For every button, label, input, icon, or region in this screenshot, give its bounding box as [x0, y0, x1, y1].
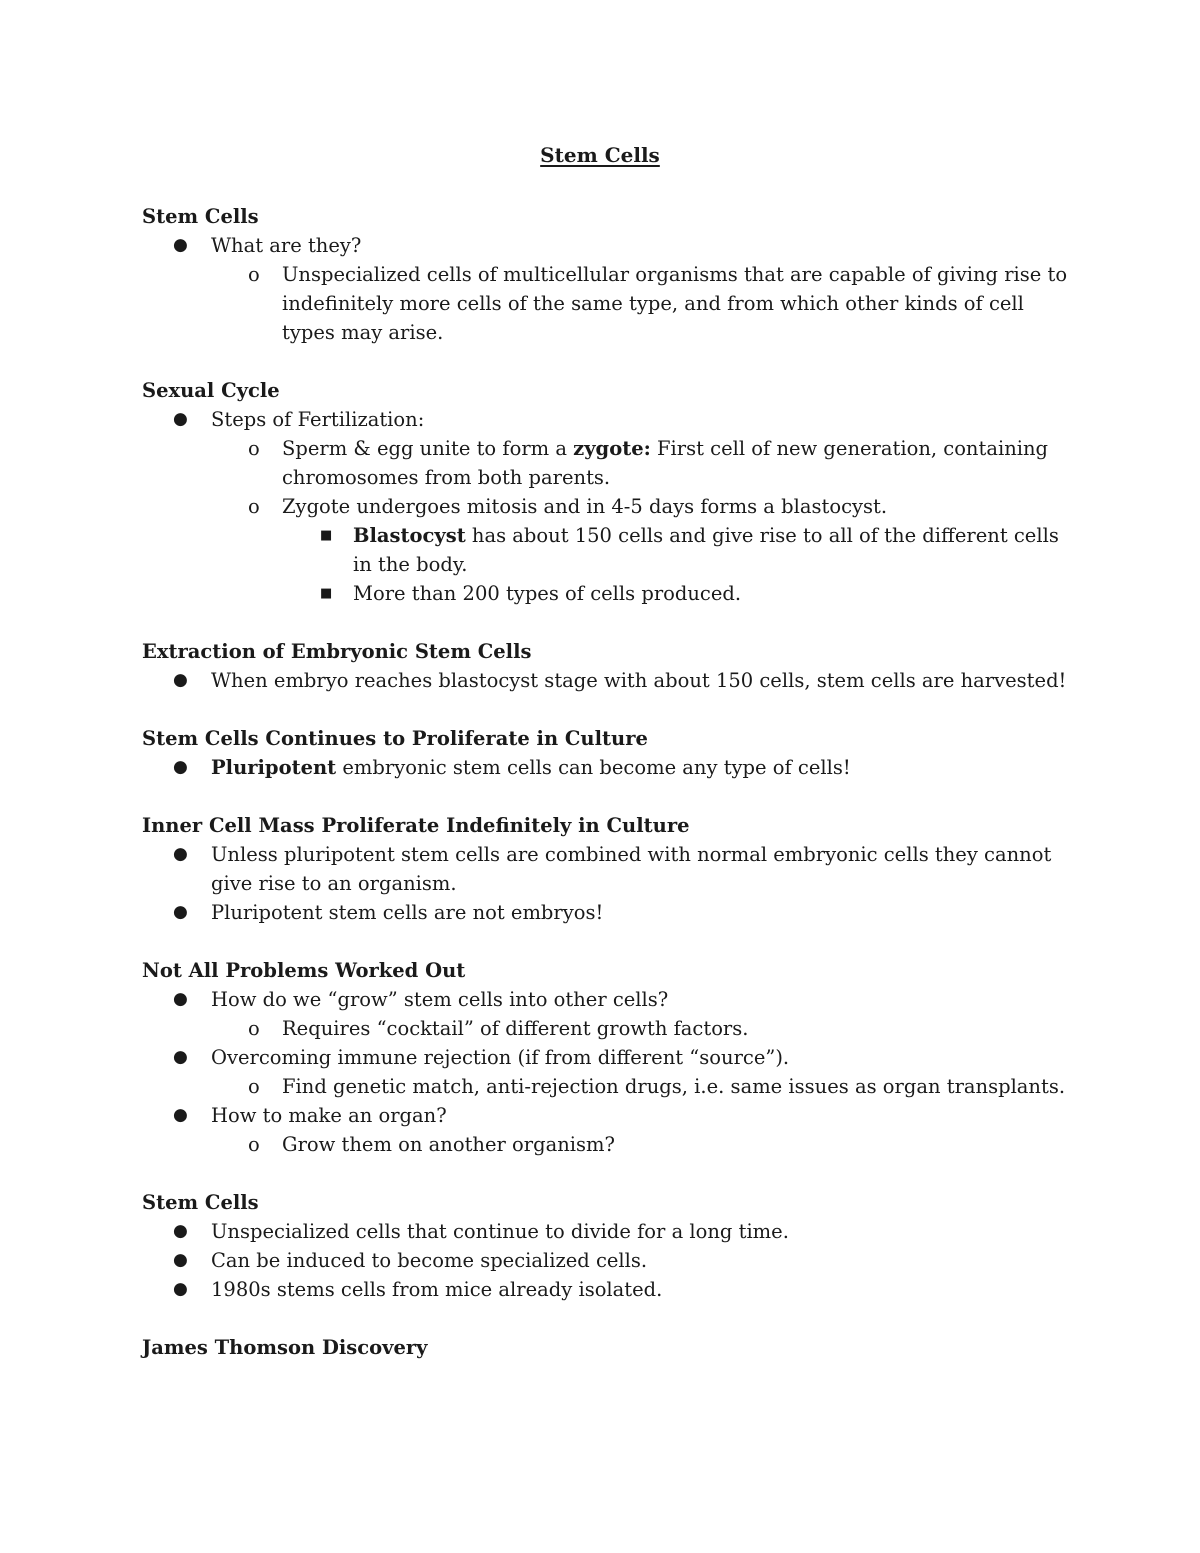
list-item: ● Pluripotent stem cells are not embryos!: [142, 898, 1072, 927]
section-heading: Extraction of Embryonic Stem Cells: [142, 640, 532, 663]
bullet-list: [142, 985, 1072, 1159]
bullet-icon: ●: [173, 1047, 188, 1067]
bullet-list: [142, 753, 1072, 782]
list-item: ● Unspecialized cells that continue to divide for a long time.: [142, 1217, 1072, 1246]
list-item: ● What are they? o Unspecialized cells of multicellular organisms that are capable of giving rise to indefinitely more cells of the same type, and from which other kinds of cell types may arise.: [142, 231, 1072, 347]
list-item: ■ More than 200 types of cells produced.: [282, 579, 1072, 608]
list-item: o Grow them on another organism?: [211, 1130, 1072, 1159]
circle-bullet-icon: o: [248, 1017, 260, 1040]
bullet-icon: ●: [173, 1221, 188, 1241]
bullet-icon: ●: [173, 409, 188, 429]
section-heading: Stem Cells: [142, 205, 259, 228]
list-item: ● How do we “grow” stem cells into other cells? o Requires “cocktail” of different growth factors.: [142, 985, 1072, 1043]
list-item: ● Steps of Fertilization: o Sperm & egg unite to form a zygote: First cell of new generation, containing chromosomes from both parents. o Zygote undergoes mitosis and in 4-5 days forms a blastocyst. ■ Blastocyst has about 150 cells and give rise to all of the different cells in the body. ■ More than 200 types of cells produced.: [142, 405, 1072, 608]
section-sexual-cycle: [142, 376, 1072, 608]
sub-list: [142, 434, 1072, 608]
sub-list: [142, 1072, 1072, 1101]
section-heading: Sexual Cycle: [142, 379, 280, 402]
list-item: ● 1980s stems cells from mice already isolated.: [142, 1275, 1072, 1304]
section-heading: Stem Cells Continues to Proliferate in Culture: [142, 727, 648, 750]
section-extraction: [142, 637, 1072, 695]
section-heading: Inner Cell Mass Proliferate Indefinitely in Culture: [142, 814, 690, 837]
section-james-thomson: [142, 1333, 1072, 1362]
list-item: o Unspecialized cells of multicellular organisms that are capable of giving rise to indefinitely more cells of the same type, and from which other kinds of cell types may arise.: [211, 260, 1072, 347]
section-heading: James Thomson Discovery: [142, 1336, 428, 1359]
bullet-icon: ●: [173, 1250, 188, 1270]
section-stem-cells: [142, 202, 1072, 347]
document-body: [142, 202, 1072, 1391]
bullet-icon: ●: [173, 757, 188, 777]
list-item: o Requires “cocktail” of different growth factors.: [211, 1014, 1072, 1043]
list-item: ● Overcoming immune rejection (if from different “source”). o Find genetic match, anti-rejection drugs, i.e. same issues as organ transplants.: [142, 1043, 1072, 1101]
page-title: Stem Cells: [540, 143, 660, 167]
term-blastocyst: Blastocyst: [353, 524, 466, 547]
bullet-list: [142, 666, 1072, 695]
section-proliferate: [142, 724, 1072, 782]
list-item: ● Pluripotent embryonic stem cells can become any type of cells!: [142, 753, 1072, 782]
bullet-list: [142, 1217, 1072, 1304]
sub-list: [142, 1130, 1072, 1159]
list-item: ■ Blastocyst has about 150 cells and give rise to all of the different cells in the body.: [282, 521, 1072, 579]
section-problems: [142, 956, 1072, 1159]
list-item: ● When embryo reaches blastocyst stage with about 150 cells, stem cells are harvested!: [142, 666, 1072, 695]
term-zygote: zygote:: [573, 437, 651, 460]
bullet-list: [142, 231, 1072, 347]
section-inner-cell-mass: [142, 811, 1072, 927]
circle-bullet-icon: o: [248, 437, 260, 460]
circle-bullet-icon: o: [248, 263, 260, 286]
section-heading: Stem Cells: [142, 1191, 259, 1214]
circle-bullet-icon: o: [248, 495, 260, 518]
bullet-icon: ●: [173, 902, 188, 922]
bullet-icon: ●: [173, 235, 188, 255]
list-item: o Find genetic match, anti-rejection drugs, i.e. same issues as organ transplants.: [211, 1072, 1072, 1101]
list-item: o Zygote undergoes mitosis and in 4-5 days forms a blastocyst. ■ Blastocyst has about 150 cells and give rise to all of the different cells in the body. ■ More than 200 types of cells produced.: [211, 492, 1072, 608]
section-heading: Not All Problems Worked Out: [142, 959, 466, 982]
bullet-list: [142, 405, 1072, 608]
bullet-icon: ●: [173, 1105, 188, 1125]
list-item: ● Can be induced to become specialized cells.: [142, 1246, 1072, 1275]
list-item: ● Unless pluripotent stem cells are combined with normal embryonic cells they cannot give rise to an organism.: [142, 840, 1072, 898]
sub-list: [142, 260, 1072, 347]
bullet-list: [142, 840, 1072, 927]
list-item: ● How to make an organ? o Grow them on another organism?: [142, 1101, 1072, 1159]
section-stem-cells-summary: [142, 1188, 1072, 1304]
circle-bullet-icon: o: [248, 1075, 260, 1098]
term-pluripotent: Pluripotent: [211, 756, 337, 779]
bullet-icon: ●: [173, 670, 188, 690]
square-bullet-icon: ■: [320, 586, 333, 601]
square-bullet-icon: ■: [320, 528, 333, 543]
bullet-icon: ●: [173, 989, 188, 1009]
sub-list: [142, 1014, 1072, 1043]
bullet-icon: ●: [173, 1279, 188, 1299]
bullet-icon: ●: [173, 844, 188, 864]
sub-sub-list: [211, 521, 1072, 608]
list-item: o Sperm & egg unite to form a zygote: First cell of new generation, containing chromosomes from both parents.: [211, 434, 1072, 492]
circle-bullet-icon: o: [248, 1133, 260, 1156]
